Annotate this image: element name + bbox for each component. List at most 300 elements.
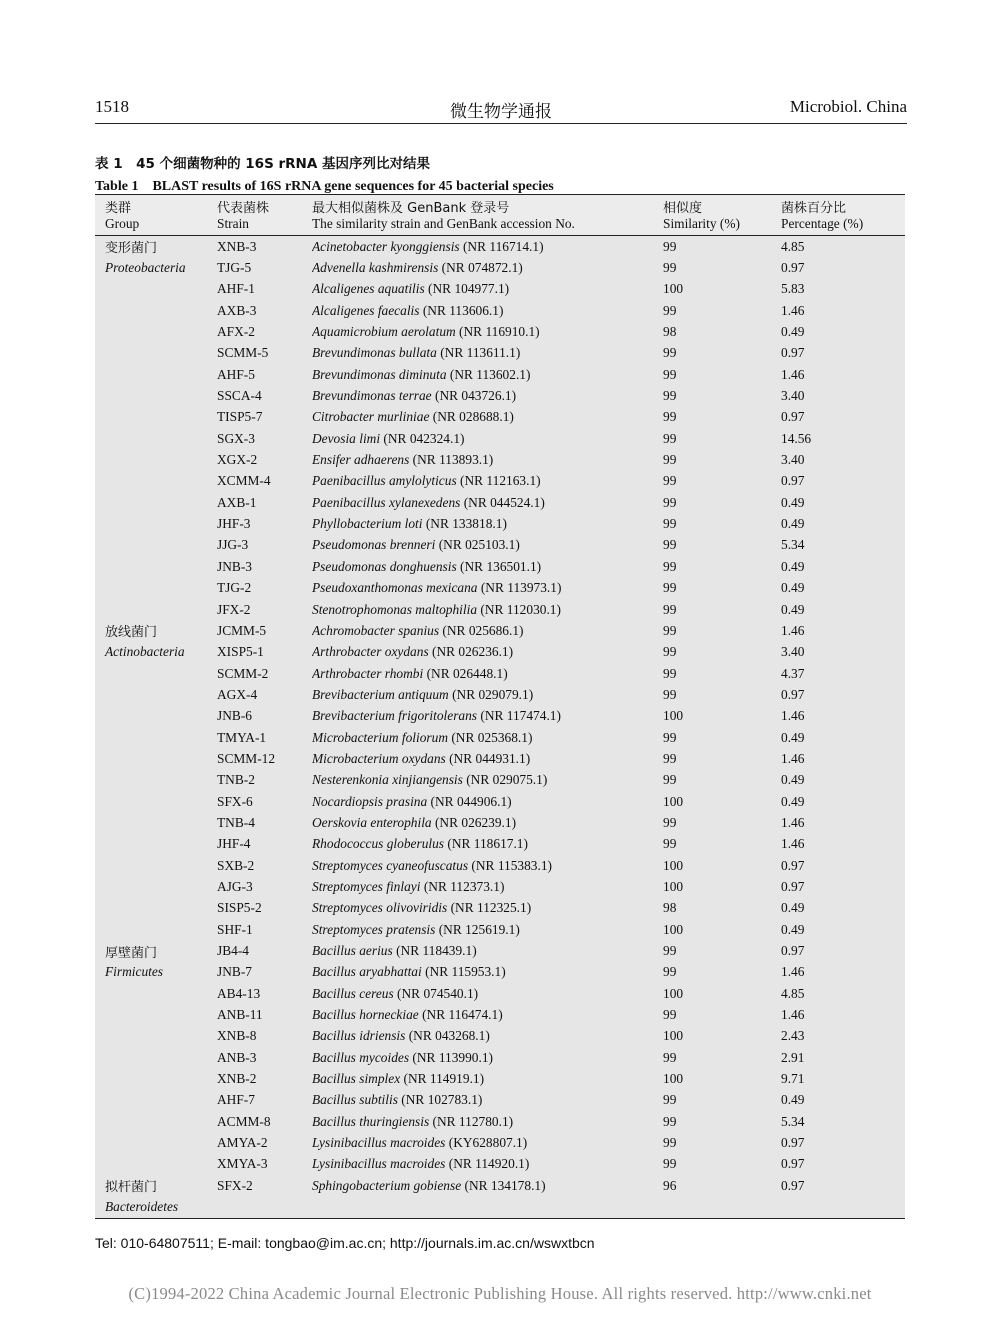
similarity-cell: 98 (663, 324, 677, 340)
table-row (95, 620, 905, 641)
percentage-cell: 0.49 (781, 324, 805, 340)
similar-strain-cell (312, 812, 663, 833)
table-row (95, 385, 905, 406)
similar-strain-cell (312, 727, 663, 748)
accession-number: (NR 113893.1) (409, 452, 494, 468)
accession-number: (NR 025103.1) (435, 537, 520, 553)
page-number: 1518 (95, 97, 129, 116)
table-row (95, 279, 905, 300)
percentage-cell: 0.97 (781, 857, 805, 873)
species-name: Bacillus mycoides (312, 1049, 410, 1065)
group-cell (95, 791, 217, 812)
percentage-cell: 0.49 (781, 772, 805, 788)
page-header (95, 97, 907, 124)
accession-number: (NR 125619.1) (435, 921, 520, 937)
accession-number: (NR 025686.1) (439, 622, 524, 638)
table-row (95, 1196, 905, 1218)
similarity-cell: 99 (663, 345, 677, 361)
similarity-cell: 99 (663, 409, 677, 425)
group-cell (95, 834, 217, 855)
group-cell (95, 535, 217, 556)
similarity-cell: 100 (663, 985, 684, 1001)
similar-strain-cell (312, 620, 663, 641)
percentage-cell: 1.46 (781, 814, 805, 830)
table-row (95, 706, 905, 727)
similarity-cell: 99 (663, 1007, 677, 1023)
species-name: Bacillus horneckiae (312, 1007, 419, 1023)
group-cell (95, 855, 217, 876)
strain-cell: XGX-2 (217, 452, 258, 468)
header-row-cn (95, 195, 905, 217)
strain-cell: ACMM-8 (217, 1113, 271, 1129)
percentage-cell: 9.71 (781, 1071, 805, 1087)
species-name: Pseudoxanthomonas mexicana (312, 580, 478, 596)
species-name: Arthrobacter rhombi (312, 665, 424, 681)
percentage-cell: 1.46 (781, 302, 805, 318)
header-percentage-en: Percentage (%) (781, 216, 905, 236)
accession-number: (NR 043268.1) (405, 1028, 490, 1044)
percentage-cell: 0.49 (781, 494, 805, 510)
percentage-cell: 4.85 (781, 238, 805, 254)
header-percentage-cn: 菌株百分比 (781, 195, 905, 217)
table-row (95, 983, 905, 1004)
header-group-cn: 类群 (95, 195, 217, 217)
table-row (95, 1111, 905, 1132)
table-body (95, 236, 905, 1219)
strain-cell: JFX-2 (217, 601, 251, 617)
table-header (95, 195, 905, 236)
table-row (95, 791, 905, 812)
similar-strain-cell (312, 535, 663, 556)
species-name: Bacillus simplex (312, 1071, 401, 1087)
accession-number: (NR 112373.1) (420, 878, 505, 894)
table-row (95, 236, 905, 258)
strain-cell: TISP5-7 (217, 409, 263, 425)
similar-strain-cell (312, 770, 663, 791)
strain-cell: TNB-4 (217, 814, 255, 830)
table-row (95, 834, 905, 855)
group-cell (95, 898, 217, 919)
similar-strain-cell (312, 1175, 663, 1196)
similarity-cell: 100 (663, 1071, 684, 1087)
species-name: Paenibacillus amylolyticus (312, 473, 457, 489)
similar-strain-cell (312, 321, 663, 342)
percentage-cell: 5.34 (781, 537, 805, 553)
similar-strain-cell (312, 962, 663, 983)
accession-number: (NR 112325.1) (447, 900, 532, 916)
similar-strain-cell (312, 983, 663, 1004)
strain-cell: TJG-5 (217, 260, 252, 276)
table-row (95, 471, 905, 492)
group-cell (95, 556, 217, 577)
accession-number: (NR 044524.1) (460, 494, 545, 510)
similar-strain-cell (312, 236, 663, 258)
strain-cell: SHF-1 (217, 921, 253, 937)
accession-number: (NR 116474.1) (418, 1007, 503, 1023)
similar-strain-cell (312, 279, 663, 300)
similar-strain-cell (312, 492, 663, 513)
similar-strain-cell (312, 471, 663, 492)
similar-strain-cell (312, 898, 663, 919)
similarity-cell: 99 (663, 665, 677, 681)
group-cell (95, 919, 217, 940)
species-name: Bacillus cereus (312, 985, 394, 1001)
results-table-container (95, 194, 905, 1219)
group-cell (95, 1132, 217, 1153)
journal-title-cn: 微生物学通报 (450, 102, 552, 121)
similarity-cell: 99 (663, 558, 677, 574)
table-row (95, 684, 905, 705)
accession-number: (NR 043726.1) (431, 388, 517, 404)
percentage-cell: 5.34 (781, 1113, 805, 1129)
percentage-cell: 0.97 (781, 686, 805, 702)
group-cell: 厚壁菌门 (105, 945, 158, 961)
similarity-cell: 100 (663, 878, 684, 894)
strain-cell: JCMM-5 (217, 622, 267, 638)
group-cell (95, 1154, 217, 1175)
similarity-cell: 99 (663, 302, 677, 318)
table-row (95, 748, 905, 769)
similarity-cell: 99 (663, 772, 677, 788)
group-cell (95, 1068, 217, 1089)
strain-cell: AFX-2 (217, 324, 255, 340)
similarity-cell: 99 (663, 1135, 677, 1151)
group-cell (95, 663, 217, 684)
similarity-cell: 99 (663, 452, 677, 468)
table-row (95, 257, 905, 278)
species-name: Bacillus aerius (312, 943, 393, 959)
strain-cell: JNB-3 (217, 558, 252, 574)
similar-strain-cell (312, 748, 663, 769)
table-row (95, 727, 905, 748)
accession-number: (NR 026236.1) (428, 644, 514, 660)
table-row (95, 663, 905, 684)
table-row (95, 599, 905, 620)
species-name: Microbacterium foliorum (312, 729, 448, 745)
species-name: Lysinibacillus macroides (312, 1156, 446, 1172)
header-similarity-cn: 相似度 (663, 195, 781, 217)
strain-cell: AHF-7 (217, 1092, 255, 1108)
strain-cell: XNB-2 (217, 1071, 257, 1087)
species-name: Bacillus idriensis (312, 1028, 406, 1044)
strain-cell: AJG-3 (217, 878, 253, 894)
percentage-cell: 0.49 (781, 729, 805, 745)
group-cell (95, 599, 217, 620)
header-strain-cn: 代表菌株 (217, 195, 312, 217)
similarity-cell: 96 (663, 1177, 677, 1193)
percentage-cell: 0.49 (781, 793, 805, 809)
similar-strain-cell (312, 684, 663, 705)
similarity-cell: 99 (663, 1113, 677, 1129)
accession-number: (NR 029079.1) (448, 686, 534, 702)
species-name: Lysinibacillus macroides (312, 1135, 446, 1151)
strain-cell: SXB-2 (217, 857, 255, 873)
table-row (95, 1154, 905, 1175)
similar-strain-cell (312, 599, 663, 620)
percentage-cell: 14.56 (781, 430, 812, 446)
header-similarity-en: Similarity (%) (663, 216, 781, 236)
strain-cell (217, 1196, 312, 1218)
group-cell (95, 684, 217, 705)
group-cell: Bacteroidetes (95, 1196, 217, 1218)
accession-number: (NR 117474.1) (477, 708, 561, 724)
strain-cell: JNB-6 (217, 708, 252, 724)
species-name: Arthrobacter oxydans (312, 644, 429, 660)
strain-cell: AGX-4 (217, 686, 258, 702)
table-row (95, 321, 905, 342)
similar-strain-cell (312, 578, 663, 599)
similarity-cell: 99 (663, 1049, 677, 1065)
percentage-cell: 3.40 (781, 452, 805, 468)
similarity-cell: 99 (663, 516, 677, 532)
similar-strain-cell (312, 1004, 663, 1025)
similar-strain-cell (312, 791, 663, 812)
percentage-cell: 1.46 (781, 366, 805, 382)
similar-strain-cell (312, 876, 663, 897)
strain-cell: JNB-7 (217, 964, 252, 980)
species-name: Brevibacterium frigoritolerans (312, 708, 478, 724)
table-row (95, 428, 905, 449)
table-row (95, 578, 905, 599)
accession-number: (NR 112030.1) (477, 601, 561, 617)
similarity-cell: 100 (663, 793, 684, 809)
species-name: Streptomyces pratensis (312, 921, 436, 937)
accession-number: (NR 044931.1) (445, 750, 531, 766)
similarity-cell: 100 (663, 921, 684, 937)
table-row (95, 1132, 905, 1153)
similarity-cell: 99 (663, 366, 677, 382)
blast-results-table (95, 194, 905, 1219)
accession-number: (NR 028688.1) (429, 409, 514, 425)
group-cell: Actinobacteria (105, 644, 185, 660)
group-cell (95, 876, 217, 897)
table-row (95, 1068, 905, 1089)
species-name: Streptomyces olivoviridis (312, 900, 448, 916)
strain-cell: XNB-3 (217, 238, 257, 254)
similarity-cell: 99 (663, 494, 677, 510)
accession-number: (NR 112163.1) (456, 473, 541, 489)
accession-number: (NR 113990.1) (409, 1049, 493, 1065)
group-cell (95, 471, 217, 492)
species-name: Brevundimonas diminuta (312, 366, 447, 382)
similarity-cell: 99 (663, 601, 677, 617)
species-name: Pseudomonas brenneri (312, 537, 436, 553)
table-row (95, 449, 905, 470)
percentage-cell: 1.46 (781, 964, 805, 980)
species-name: Oerskovia enterophila (312, 814, 432, 830)
group-cell (95, 748, 217, 769)
strain-cell: ANB-11 (217, 1007, 263, 1023)
similarity-cell: 100 (663, 1028, 684, 1044)
similarity-cell: 99 (663, 943, 677, 959)
group-cell (95, 513, 217, 534)
similar-strain-cell (312, 449, 663, 470)
species-name: Brevundimonas bullata (312, 345, 437, 361)
percentage-cell: 0.49 (781, 1092, 805, 1108)
strain-cell: SFX-6 (217, 793, 253, 809)
similarity-cell: 99 (663, 729, 677, 745)
species-name: Acinetobacter kyonggiensis (312, 238, 460, 254)
group-cell (95, 407, 217, 428)
similarity-cell: 99 (663, 537, 677, 553)
strain-cell: XISP5-1 (217, 644, 264, 660)
species-name: Ensifer adhaerens (312, 452, 410, 468)
species-name: Alcaligenes aquatilis (312, 281, 425, 297)
similarity-cell: 99 (663, 964, 677, 980)
accession-number: (NR 042324.1) (380, 430, 465, 446)
accession-number: (NR 136501.1) (456, 558, 542, 574)
similarity-cell: 99 (663, 388, 677, 404)
group-cell (95, 770, 217, 791)
strain-cell: AXB-1 (217, 494, 257, 510)
similarity-cell: 99 (663, 622, 677, 638)
accession-number: (NR 118617.1) (444, 836, 528, 852)
group-cell (95, 343, 217, 364)
species-name: Bacillus thuringiensis (312, 1113, 430, 1129)
strain-cell: SGX-3 (217, 430, 255, 446)
percentage-cell: 4.37 (781, 665, 805, 681)
accession-number: (NR 112780.1) (429, 1113, 514, 1129)
species-name: Stenotrophomonas maltophilia (312, 601, 478, 617)
accession-number: (NR 116714.1) (459, 238, 544, 254)
percentage-cell: 3.40 (781, 644, 805, 660)
similarity-cell: 98 (663, 900, 677, 916)
group-cell: Firmicutes (105, 964, 164, 980)
group-cell: 拟杆菌门 (105, 1180, 158, 1196)
group-cell (95, 1090, 217, 1111)
similarity-cell: 99 (663, 750, 677, 766)
accession-number: (NR 118439.1) (392, 943, 477, 959)
similarity-cell: 99 (663, 1092, 677, 1108)
species-name: Rhodococcus globerulus (312, 836, 445, 852)
species-name: Phyllobacterium loti (312, 516, 423, 532)
similar-strain-cell (312, 642, 663, 663)
similar-strain-cell (312, 513, 663, 534)
strain-cell: AB4-13 (217, 985, 261, 1001)
accession-number: (NR 026239.1) (431, 814, 517, 830)
group-cell (95, 364, 217, 385)
copyright-watermark: (C)1994-2022 China Academic Journal Electronic Publishing House. All rights reserved. http://www.cnki.net (128, 1284, 872, 1303)
table-row (95, 364, 905, 385)
percentage-cell: 0.97 (781, 1177, 805, 1193)
percentage-cell: 0.97 (781, 345, 805, 361)
accession-number: (NR 074872.1) (438, 260, 523, 276)
similar-strain-cell (312, 556, 663, 577)
strain-cell: SCMM-12 (217, 750, 276, 766)
species-name: Streptomyces cyaneofuscatus (312, 857, 469, 873)
strain-cell: TNB-2 (217, 772, 255, 788)
table-caption-en: Table 1 BLAST results of 16S rRNA gene sequences for 45 bacterial species (95, 179, 554, 194)
strain-cell: SSCA-4 (217, 388, 262, 404)
percentage-cell: 1.46 (781, 750, 805, 766)
table-row (95, 1047, 905, 1068)
header-similar-strain-cn: 最大相似菌株及 GenBank 登录号 (312, 195, 663, 217)
accession-number: (NR 115953.1) (421, 964, 506, 980)
strain-cell: SISP5-2 (217, 900, 262, 916)
species-name: Devosia limi (312, 430, 381, 446)
similar-strain-cell (312, 1068, 663, 1089)
strain-cell: XMYA-3 (217, 1156, 268, 1172)
table-row (95, 855, 905, 876)
similar-strain-cell (312, 1111, 663, 1132)
percentage-cell: 0.49 (781, 516, 805, 532)
similarity-cell: 100 (663, 857, 684, 873)
group-cell (95, 492, 217, 513)
accession-number: (NR 102783.1) (397, 1092, 483, 1108)
species-name: Brevundimonas terrae (312, 388, 432, 404)
strain-cell: XNB-8 (217, 1028, 257, 1044)
strain-cell: ANB-3 (217, 1049, 257, 1065)
group-cell (95, 428, 217, 449)
header-strain-en: Strain (217, 216, 312, 236)
accession-number: (NR 116910.1) (455, 324, 540, 340)
header-group-en: Group (95, 216, 217, 236)
table-row (95, 343, 905, 364)
strain-cell: JHF-4 (217, 836, 251, 852)
strain-cell: JJG-3 (217, 537, 249, 553)
strain-cell: XCMM-4 (217, 473, 271, 489)
similar-strain-cell (312, 1196, 663, 1218)
similar-strain-cell (312, 1132, 663, 1153)
group-cell (95, 1004, 217, 1025)
accession-number: (NR 113611.1) (436, 345, 521, 361)
strain-cell: JB4-4 (217, 943, 249, 959)
similar-strain-cell (312, 1090, 663, 1111)
percentage-cell: 0.97 (781, 878, 805, 894)
species-name: Citrobacter murliniae (312, 409, 430, 425)
table-row (95, 919, 905, 940)
percentage-cell: 0.49 (781, 601, 805, 617)
table-row (95, 1026, 905, 1047)
percentage-cell: 5.83 (781, 281, 805, 297)
similar-strain-cell (312, 706, 663, 727)
strain-cell: SFX-2 (217, 1177, 253, 1193)
table-row (95, 1175, 905, 1196)
group-cell: Proteobacteria (105, 260, 186, 276)
similarity-cell: 100 (663, 708, 684, 724)
similarity-cell: 100 (663, 281, 684, 297)
accession-number: (NR 074540.1) (393, 985, 479, 1001)
species-name: Alcaligenes faecalis (312, 302, 420, 318)
table-row (95, 812, 905, 833)
group-cell (95, 983, 217, 1004)
group-cell (95, 279, 217, 300)
percentage-cell: 2.43 (781, 1028, 805, 1044)
similar-strain-cell (312, 940, 663, 961)
similarity-cell: 99 (663, 836, 677, 852)
species-name: Paenibacillus xylanexedens (312, 494, 461, 510)
accession-number: (NR 133818.1) (422, 516, 507, 532)
strain-cell: AHF-1 (217, 281, 255, 297)
percentage-cell: 0.49 (781, 558, 805, 574)
similarity-cell: 99 (663, 260, 677, 276)
table-row (95, 535, 905, 556)
percentage-cell: 1.46 (781, 622, 805, 638)
percentage-cell: 0.97 (781, 943, 805, 959)
group-cell (95, 1111, 217, 1132)
percentage-cell (781, 1196, 905, 1218)
accession-number: (NR 115383.1) (468, 857, 552, 873)
similarity-cell: 99 (663, 686, 677, 702)
percentage-cell: 0.97 (781, 1135, 805, 1151)
group-cell (95, 449, 217, 470)
similar-strain-cell (312, 343, 663, 364)
accession-number: (NR 113602.1) (446, 366, 531, 382)
strain-cell: TMYA-1 (217, 729, 267, 745)
percentage-cell: 2.91 (781, 1049, 805, 1065)
group-cell: 放线菌门 (105, 625, 158, 641)
percentage-cell: 1.46 (781, 708, 805, 724)
